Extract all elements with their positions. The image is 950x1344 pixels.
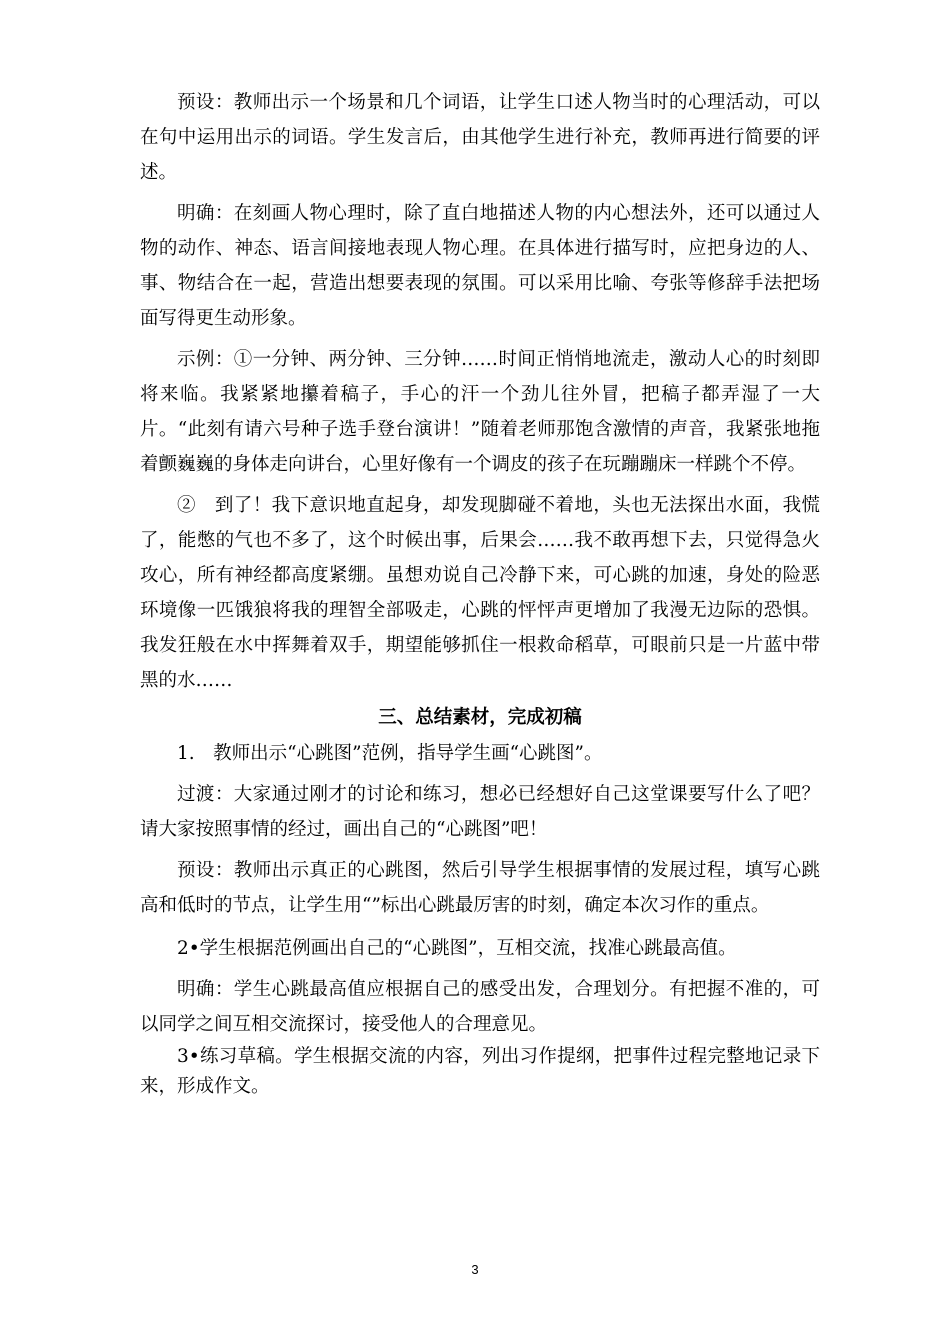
paragraph-example-1: 示例：①一分钟、两分钟、三分钟……时间正悄悄地流走，激动人心的时刻即将来临。我紧紧地攥着稿子，手心的汗一个劲儿往外冒，把稿子都弄湿了一大片。“此刻有请六号种子选手登台演讲！”随着老师那饱含激情的声音，我紧张地拖着颤巍巍的身体走向讲台，心里好像有一个调皮的孩子在玩蹦蹦床一样跳个不停。 [140, 349, 820, 475]
paragraph-transition: 过渡：大家通过刚才的讨论和练习，想必已经想好自己这堂课要写什么了吧？请大家按照事情的经过，画出自己的“心跳图”吧！ [140, 784, 820, 840]
paragraph-preset-1: 预设：教师出示一个场景和几个词语，让学生口述人物当时的心理活动，可以在句中运用出示的词语。学生发言后，由其他学生进行补充，教师再进行简要的评述。 [140, 92, 820, 183]
paragraph-step-1: 1. 教师出示“心跳图”范例，指导学生画“心跳图”。 [177, 743, 603, 764]
section-heading: 三、总结素材，完成初稿 [378, 707, 582, 728]
paragraph-example-2: ② 到了！我下意识地直起身，却发现脚碰不着地，头也无法探出水面，我慌了，能憋的气也不多了，这个时候出事，后果会……我不敢再想下去，只觉得急火攻心，所有神经都高度紧绷。虽想劝说自己冷静下来，可心跳的加速，身处的险恶环境像一匹饿狼将我的理智全部吸走，心跳的怦怦声更增加了我漫无边际的恐惧。我发狂般在水中挥舞着双手，期望能够抓住一根救命稻草，可眼前只是一片蓝中带黑的水…… [140, 495, 820, 691]
paragraph-step-3: 3•练习草稿。学生根据交流的内容，列出习作提纲，把事件过程完整地记录下来，形成作文。 [140, 1046, 820, 1097]
page-number: 3 [471, 1262, 479, 1277]
page-body [140, 85, 820, 1102]
paragraph-preset-2: 预设：教师出示真正的心跳图，然后引导学生根据事情的发展过程，填写心跳高和低时的节点，让学生用“”标出心跳最厉害的时刻，确定本次习作的重点。 [140, 860, 820, 916]
paragraph-clarify-2: 明确：学生心跳最高值应根据自己的感受出发，合理划分。有把握不准的，可以同学之间互相交流探讨，接受他人的合理意见。 [140, 979, 820, 1035]
paragraph-step-2: 2•学生根据范例画出自己的“心跳图”，互相交流，找准心跳最高值。 [177, 938, 737, 959]
paragraph-clarify-1: 明确：在刻画人物心理时，除了直白地描述人物的内心想法外，还可以通过人物的动作、神态、语言间接地表现人物心理。在具体进行描写时，应把身边的人、事、物结合在一起，营造出想要表现的氛围。可以采用比喻、夸张等修辞手法把场面写得更生动形象。 [140, 203, 820, 329]
